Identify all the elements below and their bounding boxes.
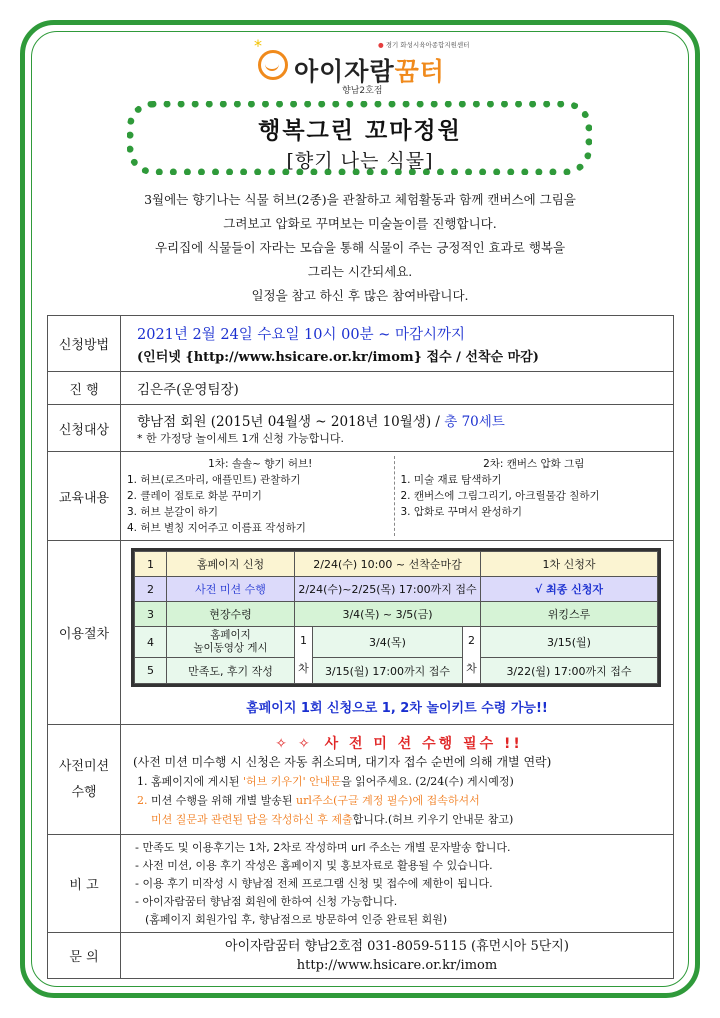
notes-last: (홈페이지 회원가입 후, 향남점으로 방문하여 인증 완료된 회원) — [145, 912, 448, 926]
round-2-marker — [463, 627, 481, 684]
list-item: 4. 허브 별칭 지어주고 이름표 작성하기 — [127, 522, 306, 534]
step-name: 홈페이지 놀이동영상 게시 — [167, 627, 295, 658]
step-name: 홈페이지 신청 — [167, 552, 295, 577]
step-date-round2: 3/22(월) 17:00까지 접수 — [481, 658, 658, 684]
mission-step-1-b: '허브 키우기' 안내문 — [243, 774, 342, 788]
edu-round1 — [127, 456, 394, 536]
target-note: * 한 가정당 놀이세트 1개 신청 가능합니다. — [137, 432, 344, 445]
mission-warning: (사전 미션 미수행 시 신청은 자동 취소되며, 대기자 접수 순번에 의해 개별 연락) — [133, 754, 552, 769]
mission-step-2 — [121, 791, 673, 810]
procedure-footnote: 홈페이지 1회 신청으로 1, 2차 놀이키트 수령 가능!! — [246, 701, 548, 716]
list-item: 3. 허브 분갈이 하기 — [127, 506, 219, 518]
step-no: 5 — [135, 658, 167, 684]
label-host: 진 행 — [48, 372, 121, 405]
logo — [250, 38, 510, 98]
page-subtitle: [향기 나는 식물] — [286, 150, 434, 172]
mission-step-2-c: url주소(구글 계정 필수)에 접속하셔서 — [296, 793, 480, 807]
round-2-suffix: 차 — [466, 662, 477, 675]
step-name: 사전 미션 수행 — [167, 577, 295, 602]
edu-round1-title: 1차: 솔솔~ 향기 허브! — [208, 458, 313, 470]
step-date-round1: 3/15(월) 17:00까지 접수 — [313, 658, 463, 684]
row-contact — [48, 933, 674, 979]
logo-branch: 향남2호점 — [342, 86, 383, 96]
row-host — [48, 372, 674, 405]
info-table — [47, 315, 674, 979]
row-procedure — [48, 541, 674, 725]
list-item: - 이용 후기 미작성 시 향남점 전체 프로그램 신청 및 접수에 제한이 됩니다. — [135, 876, 493, 890]
logo-star: * — [254, 36, 262, 55]
mission-step-1-a: 1. 홈페이지에 게시된 — [137, 774, 243, 788]
pin-icon: ✧ — [275, 735, 290, 752]
list-item: - 사전 미션, 이용 후기 작성은 홈페이지 및 홍보자료로 활용될 수 있습니다. — [135, 858, 493, 872]
row-mission — [48, 725, 674, 835]
logo-org: ● 경기 화성시육아종합지원센터 — [378, 41, 470, 49]
apply-method: (인터넷 {http://www.hsicare.or.kr/imom} 접수 / 선착순 마감) — [137, 349, 539, 365]
intro-line: 일정을 참고 하신 후 많은 참여바랍니다. — [251, 288, 469, 303]
target-line — [137, 410, 673, 430]
mission-heading — [121, 727, 673, 753]
intro-text — [60, 188, 660, 308]
mission-step-2-cont — [121, 810, 673, 833]
round-1-num: 1 — [300, 634, 307, 647]
procedure-table-frame — [131, 548, 661, 687]
mission-heading-text: 사 전 미 션 수행 필수 !! — [324, 735, 523, 752]
label-target: 신청대상 — [48, 405, 121, 452]
list-item: 1. 미술 재료 탐색하기 — [400, 474, 502, 486]
table-row — [135, 552, 658, 577]
label-edu: 교육내용 — [48, 452, 121, 541]
target-range: 향남점 회원 (2015년 04월생 ~ 2018년 10월생) / — [137, 414, 445, 430]
step-no: 1 — [135, 552, 167, 577]
step-date-round1: 3/4(목) — [313, 627, 463, 658]
page-title: 행복그린 꼬마정원 — [258, 117, 462, 144]
step-no: 3 — [135, 602, 167, 627]
label-procedure: 이용절차 — [48, 541, 121, 725]
step-date: 2/24(수) 10:00 ~ 선착순마감 — [295, 552, 481, 577]
list-item: - 아이자람꿈터 향남점 회원에 한하여 신청 가능합니다. — [135, 894, 398, 908]
intro-line: 그리는 시간되세요. — [307, 264, 413, 279]
step-date: 3/4(목) ~ 3/5(금) — [295, 602, 481, 627]
step-name: 현장수령 — [167, 602, 295, 627]
step-no: 2 — [135, 577, 167, 602]
table-row — [135, 627, 658, 658]
round-1-marker — [295, 627, 313, 684]
apply-period: 2021년 2월 24일 수요일 10시 00분 ~ 마감시까지 — [137, 326, 465, 343]
row-target — [48, 405, 674, 452]
table-row — [135, 658, 658, 684]
mission-step-1 — [121, 772, 673, 791]
mission-step-1-c: 을 읽어주세요. (2/24(수) 게시예정) — [341, 774, 514, 788]
step-date: 2/24(수)~2/25(목) 17:00까지 접수 — [295, 577, 481, 602]
list-item: - 만족도 및 이용후기는 1차, 2차로 작성하며 url 주소는 개별 문자발송 합니다. — [135, 840, 511, 854]
table-row — [135, 577, 658, 602]
logo-name-a: 아이자람 — [294, 57, 395, 86]
round-2-num: 2 — [468, 634, 475, 647]
step-date-round2: 3/15(월) — [481, 627, 658, 658]
step-no: 4 — [135, 627, 167, 658]
label-mission-1: 사전미션 — [58, 758, 110, 774]
row-apply — [48, 316, 674, 372]
list-item: 1. 허브(로즈마리, 애플민트) 관찰하기 — [127, 474, 301, 486]
procedure-table — [134, 551, 658, 684]
step-note: 위킹스루 — [481, 602, 658, 627]
list-item: 2. 클레이 점토로 화분 꾸미기 — [127, 490, 262, 502]
mission-step-2-a: 2. — [137, 793, 151, 807]
table-row — [135, 602, 658, 627]
logo-org-text: 경기 화성시육아종합지원센터 — [385, 41, 470, 49]
step-name: 만족도, 후기 작성 — [167, 658, 295, 684]
target-count: 총 70세트 — [444, 414, 505, 430]
mission-step-2-d: 미션 질문과 관련된 답을 작성하신 후 제출 — [151, 812, 353, 826]
pin-icon: ✧ — [297, 735, 313, 752]
row-notes — [48, 835, 674, 933]
intro-line: 그려보고 압화로 꾸며보는 미술놀이를 진행합니다. — [223, 216, 497, 231]
mission-step-2-e: 합니다.(허브 키우기 안내문 참고) — [352, 812, 514, 826]
intro-line: 3월에는 향기나는 식물 허브(2종)을 관찰하고 체험활동과 함께 캔버스에 그림을 — [144, 192, 576, 207]
contact-url[interactable]: http://www.hsicare.or.kr/imom — [296, 957, 498, 973]
list-item: 2. 캔버스에 그림그리기, 아크릴물감 칠하기 — [400, 490, 600, 502]
edu-round2 — [394, 456, 668, 536]
step-note: √ 최종 신청자 — [481, 577, 658, 602]
intro-line: 우리집에 식물들이 자라는 모습을 통해 식물이 주는 긍정적인 효과로 행복을 — [154, 240, 566, 255]
label-mission — [48, 725, 121, 835]
label-notes: 비 고 — [48, 835, 121, 933]
contact-info: 아이자람꿈터 향남2호점 031-8059-5115 (휴먼시아 5단지) — [225, 938, 569, 954]
list-item: 3. 압화로 꾸며서 완성하기 — [400, 506, 522, 518]
label-apply: 신청방법 — [48, 316, 121, 372]
step-note: 1차 신청자 — [481, 552, 658, 577]
label-contact: 문 의 — [48, 933, 121, 979]
host-value: 김은주(운영팀장) — [121, 372, 674, 405]
logo-name-b: 꿈터 — [394, 57, 445, 86]
edu-round2-title: 2차: 캔버스 압화 그림 — [483, 458, 585, 470]
mission-step-2-b: 미션 수행을 위해 개별 발송된 — [151, 793, 296, 807]
label-mission-2: 수행 — [71, 784, 97, 800]
round-1-suffix: 차 — [298, 662, 309, 675]
row-edu — [48, 452, 674, 541]
